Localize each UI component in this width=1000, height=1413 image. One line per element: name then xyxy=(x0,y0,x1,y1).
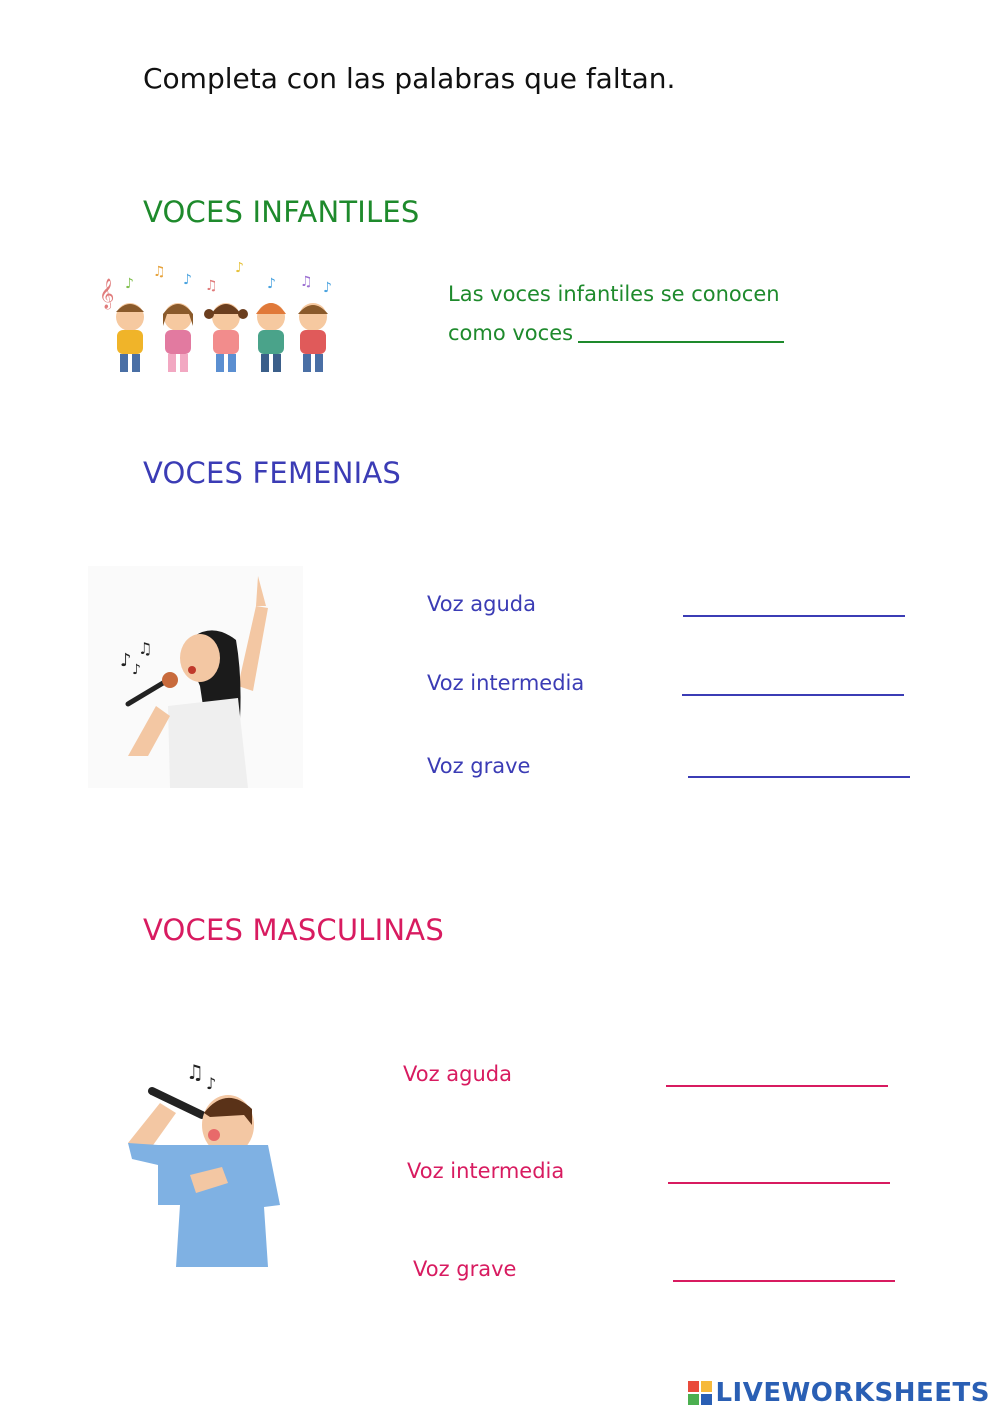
svg-text:♪: ♪ xyxy=(125,276,134,292)
liveworksheets-brand xyxy=(687,1378,990,1408)
masculinas-label-grave: Voz grave xyxy=(413,1257,517,1281)
liveworksheets-logo-icon xyxy=(687,1380,713,1406)
svg-text:𝄞: 𝄞 xyxy=(99,279,115,309)
femeninas-blank-grave[interactable] xyxy=(688,776,910,778)
femeninas-blank-intermedia[interactable] xyxy=(682,694,904,696)
brand-name: LIVEWORKSHEETS xyxy=(715,1378,990,1408)
svg-text:♫: ♫ xyxy=(138,639,153,658)
masculinas-blank-aguda[interactable] xyxy=(666,1085,888,1087)
svg-text:♪: ♪ xyxy=(183,272,192,288)
femeninas-label-intermedia: Voz intermedia xyxy=(427,671,585,695)
infantiles-text-line1: Las voces infantiles se conocen xyxy=(448,282,780,306)
svg-text:♪: ♪ xyxy=(206,1074,217,1093)
femeninas-label-grave: Voz grave xyxy=(427,754,531,778)
infantiles-answer-blank[interactable] xyxy=(578,341,784,343)
man-singing-illustration xyxy=(118,1055,288,1267)
masculinas-blank-grave[interactable] xyxy=(673,1280,895,1282)
svg-text:♪: ♪ xyxy=(323,280,332,296)
masculinas-blank-intermedia[interactable] xyxy=(668,1182,890,1184)
section-title-masculinas: VOCES MASCULINAS xyxy=(143,913,444,947)
section-title-femeninas: VOCES FEMENIAS xyxy=(143,456,401,490)
children-singing-illustration xyxy=(95,262,340,380)
section-title-infantiles: VOCES INFANTILES xyxy=(143,195,420,229)
svg-text:♪: ♪ xyxy=(120,650,132,671)
infantiles-text-line2: como voces xyxy=(448,321,574,345)
svg-text:♫: ♫ xyxy=(153,264,166,280)
masculinas-label-intermedia: Voz intermedia xyxy=(407,1159,565,1183)
femeninas-label-aguda: Voz aguda xyxy=(427,592,536,616)
masculinas-label-aguda: Voz aguda xyxy=(403,1062,512,1086)
svg-text:♫: ♫ xyxy=(205,278,218,294)
femeninas-blank-aguda[interactable] xyxy=(683,615,905,617)
instruction-text: Completa con las palabras que faltan. xyxy=(143,62,676,95)
svg-text:♪: ♪ xyxy=(235,262,244,276)
svg-text:♪: ♪ xyxy=(267,276,276,292)
svg-text:♫: ♫ xyxy=(186,1060,204,1084)
svg-text:♫: ♫ xyxy=(300,274,313,290)
svg-text:♪: ♪ xyxy=(132,662,141,678)
woman-singing-illustration xyxy=(88,566,303,788)
